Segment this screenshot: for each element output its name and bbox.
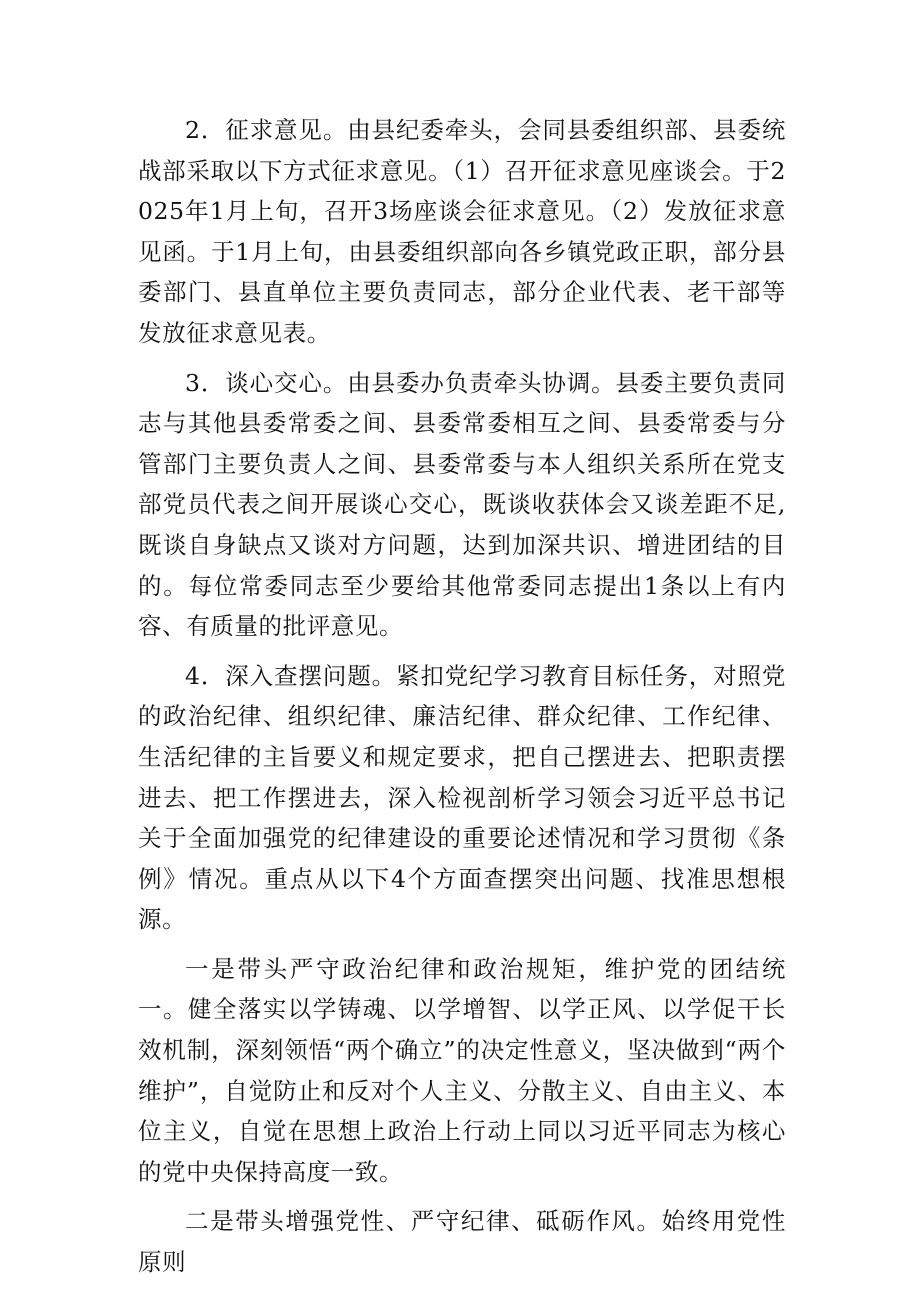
paragraph-point-two: 二是带头增强党性、严守纪律、砥砺作风。始终用党性原则 [138,1207,786,1277]
paragraph-point-one: 一是带头严守政治纪律和政治规矩，维护党的团结统一。健全落实以学铸魂、以学增智、以学正风、以学促干长效机制，深刻领悟“两个确立”的决定性意义，坚决做到“两个维护”，自觉防止和反对个人主义、分散主义、自由主义、本位主义，自觉在思想上政治上行动上同以习近平同志为核心的党中央保持高度一致。 [138,954,786,1186]
paragraph-solicit-opinions: 2．征求意见。由县纪委牵头，会同县委组织部、县委统战部采取以下方式征求意见。（1）召开征求意见座谈会。于2025年1月上旬，召开3场座谈会征求意见。（2）发放征求意见函。于1月上旬，由县委组织部向各乡镇党政正职，部分县委部门、县直单位主要负责同志，部分企业代表、老干部等发放征求意见表。 [138,116,786,347]
document-body [138,110,786,1283]
paragraph-identify-problems: 4．深入查摆问题。紧扣党纪学习教育目标任务，对照党的政治纪律、组织纪律、廉洁纪律、群众纪律、工作纪律、生活纪律的主旨要义和规定要求，把自己摆进去、把职责摆进去、把工作摆进去，深入检视剖析学习领会习近平总书记关于全面加强党的纪律建设的重要论述情况和学习贯彻《条例》情况。重点从以下4个方面查摆突出问题、找准思想根源。 [138,661,786,934]
paragraph-heart-to-heart-talks: 3．谈心交心。由县委办负责牵头协调。县委主要负责同志与其他县委常委之间、县委常委相互之间、县委常委与分管部门主要负责人之间、县委常委与本人组织关系所在党支部党员代表之间开展谈心交心，既谈收获体会又谈差距不足,既谈自身缺点又谈对方问题，达到加深共识、增进团结的目的。每位常委同志至少要给其他常委同志提出1条以上有内容、有质量的批评意见。 [138,368,786,641]
